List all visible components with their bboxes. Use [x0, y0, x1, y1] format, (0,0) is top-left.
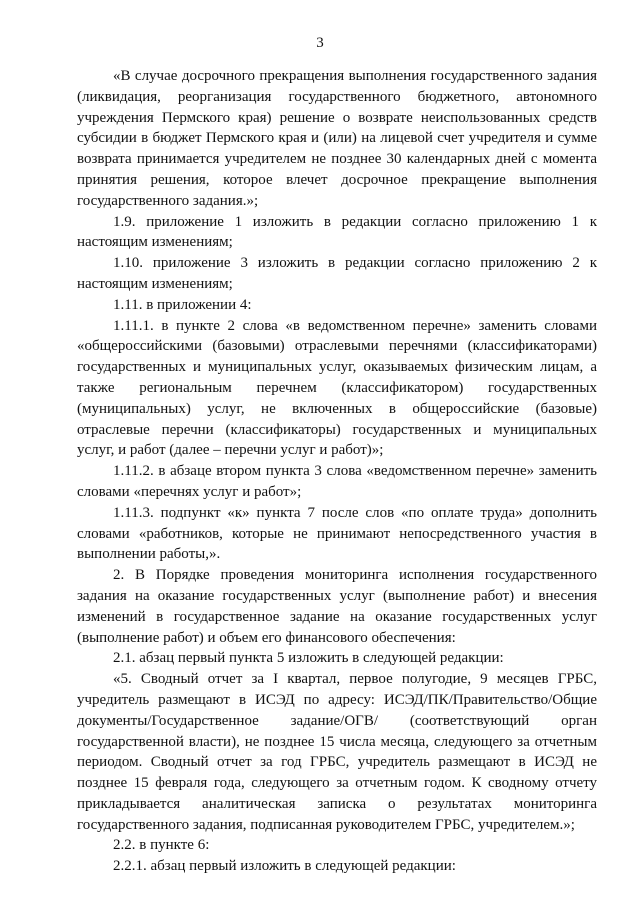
- paragraph-1-11-2: 1.11.2. в абзаце втором пункта 3 слова «ведомственном перечне» заменить словами «перечнях услуг и работ»;: [77, 463, 597, 500]
- document-body: [77, 66, 597, 877]
- paragraph-2: 2. В Порядке проведения мониторинга исполнения государственного задания на оказание государственных услуг (выполнение работ) и внесения изменений в государственное задание на оказание государственных услуг (выполнение работ) и объем его финансового обеспечения:: [77, 567, 597, 646]
- paragraph-2-1: 2.1. абзац первый пункта 5 изложить в следующей редакции:: [113, 650, 504, 667]
- paragraph-clause-5: «5. Сводный отчет за I квартал, первое полугодие, 9 месяцев ГРБС, учредитель размещают в ИСЭД по адресу: ИСЭД/ПК/Правительство/Общие документы/Государственное задание/ОГВ/ (соответствующий орган государственной власти), не позднее 15 числа месяца, следующего за отчетным периодом. Сводный отчет за год ГРБС, учредитель размещают в ИСЭД не позднее 15 февраля года, следующего за отчетным годом. К сводному отчету прикладывается аналитическая записка о результатах мониторинга государственного задания, подписанная руководителем ГРБС, учредителем.»;: [77, 671, 597, 833]
- paragraph-1-11-3: 1.11.3. подпункт «к» пункта 7 после слов «по оплате труда» дополнить словами «работников, которые не принимают непосредственного участия в выполнении работы,».: [77, 504, 597, 563]
- paragraph-1-11-1: 1.11.1. в пункте 2 слова «в ведомственном перечне» заменить словами «общероссийскими (базовыми) отраслевыми перечнями (классификаторами) государственных и муниципальных услуг, оказываемых физическим лицам, а также региональным перечнем (классификатором) государственных (муниципальных) услуг, не включенных в общероссийские (базовые) отраслевые перечни (классификаторы) государственных и муниципальных услуг, и работ (далее – перечни услуг и работ)»;: [77, 317, 597, 459]
- paragraph-1-11: 1.11. в приложении 4:: [113, 296, 252, 313]
- paragraph-1-10: 1.10. приложение 3 изложить в редакции согласно приложению 2 к настоящим изменениям;: [77, 255, 597, 292]
- page-number: 3: [316, 35, 324, 51]
- paragraph-2-2: 2.2. в пункте 6:: [113, 837, 210, 854]
- paragraph-1-9: 1.9. приложение 1 изложить в редакции согласно приложению 1 к настоящим изменениям;: [77, 213, 597, 251]
- paragraph-return-of-subsidy: «В случае досрочного прекращения выполнения государственного задания (ликвидация, реорганизация государственного бюджетного, автономного учреждения Пермского края) решение о возврате неиспользованных средств субсидии в бюджет Пермского края и (или) на лицевой счет учредителя и сумме возврата принимается учредителем не позднее 30 календарных дней с момента принятия решения, которое влечет досрочное прекращение выполнения государственного задания.»;: [77, 68, 597, 209]
- paragraph-2-2-1: 2.2.1. абзац первый изложить в следующей редакции:: [113, 858, 456, 875]
